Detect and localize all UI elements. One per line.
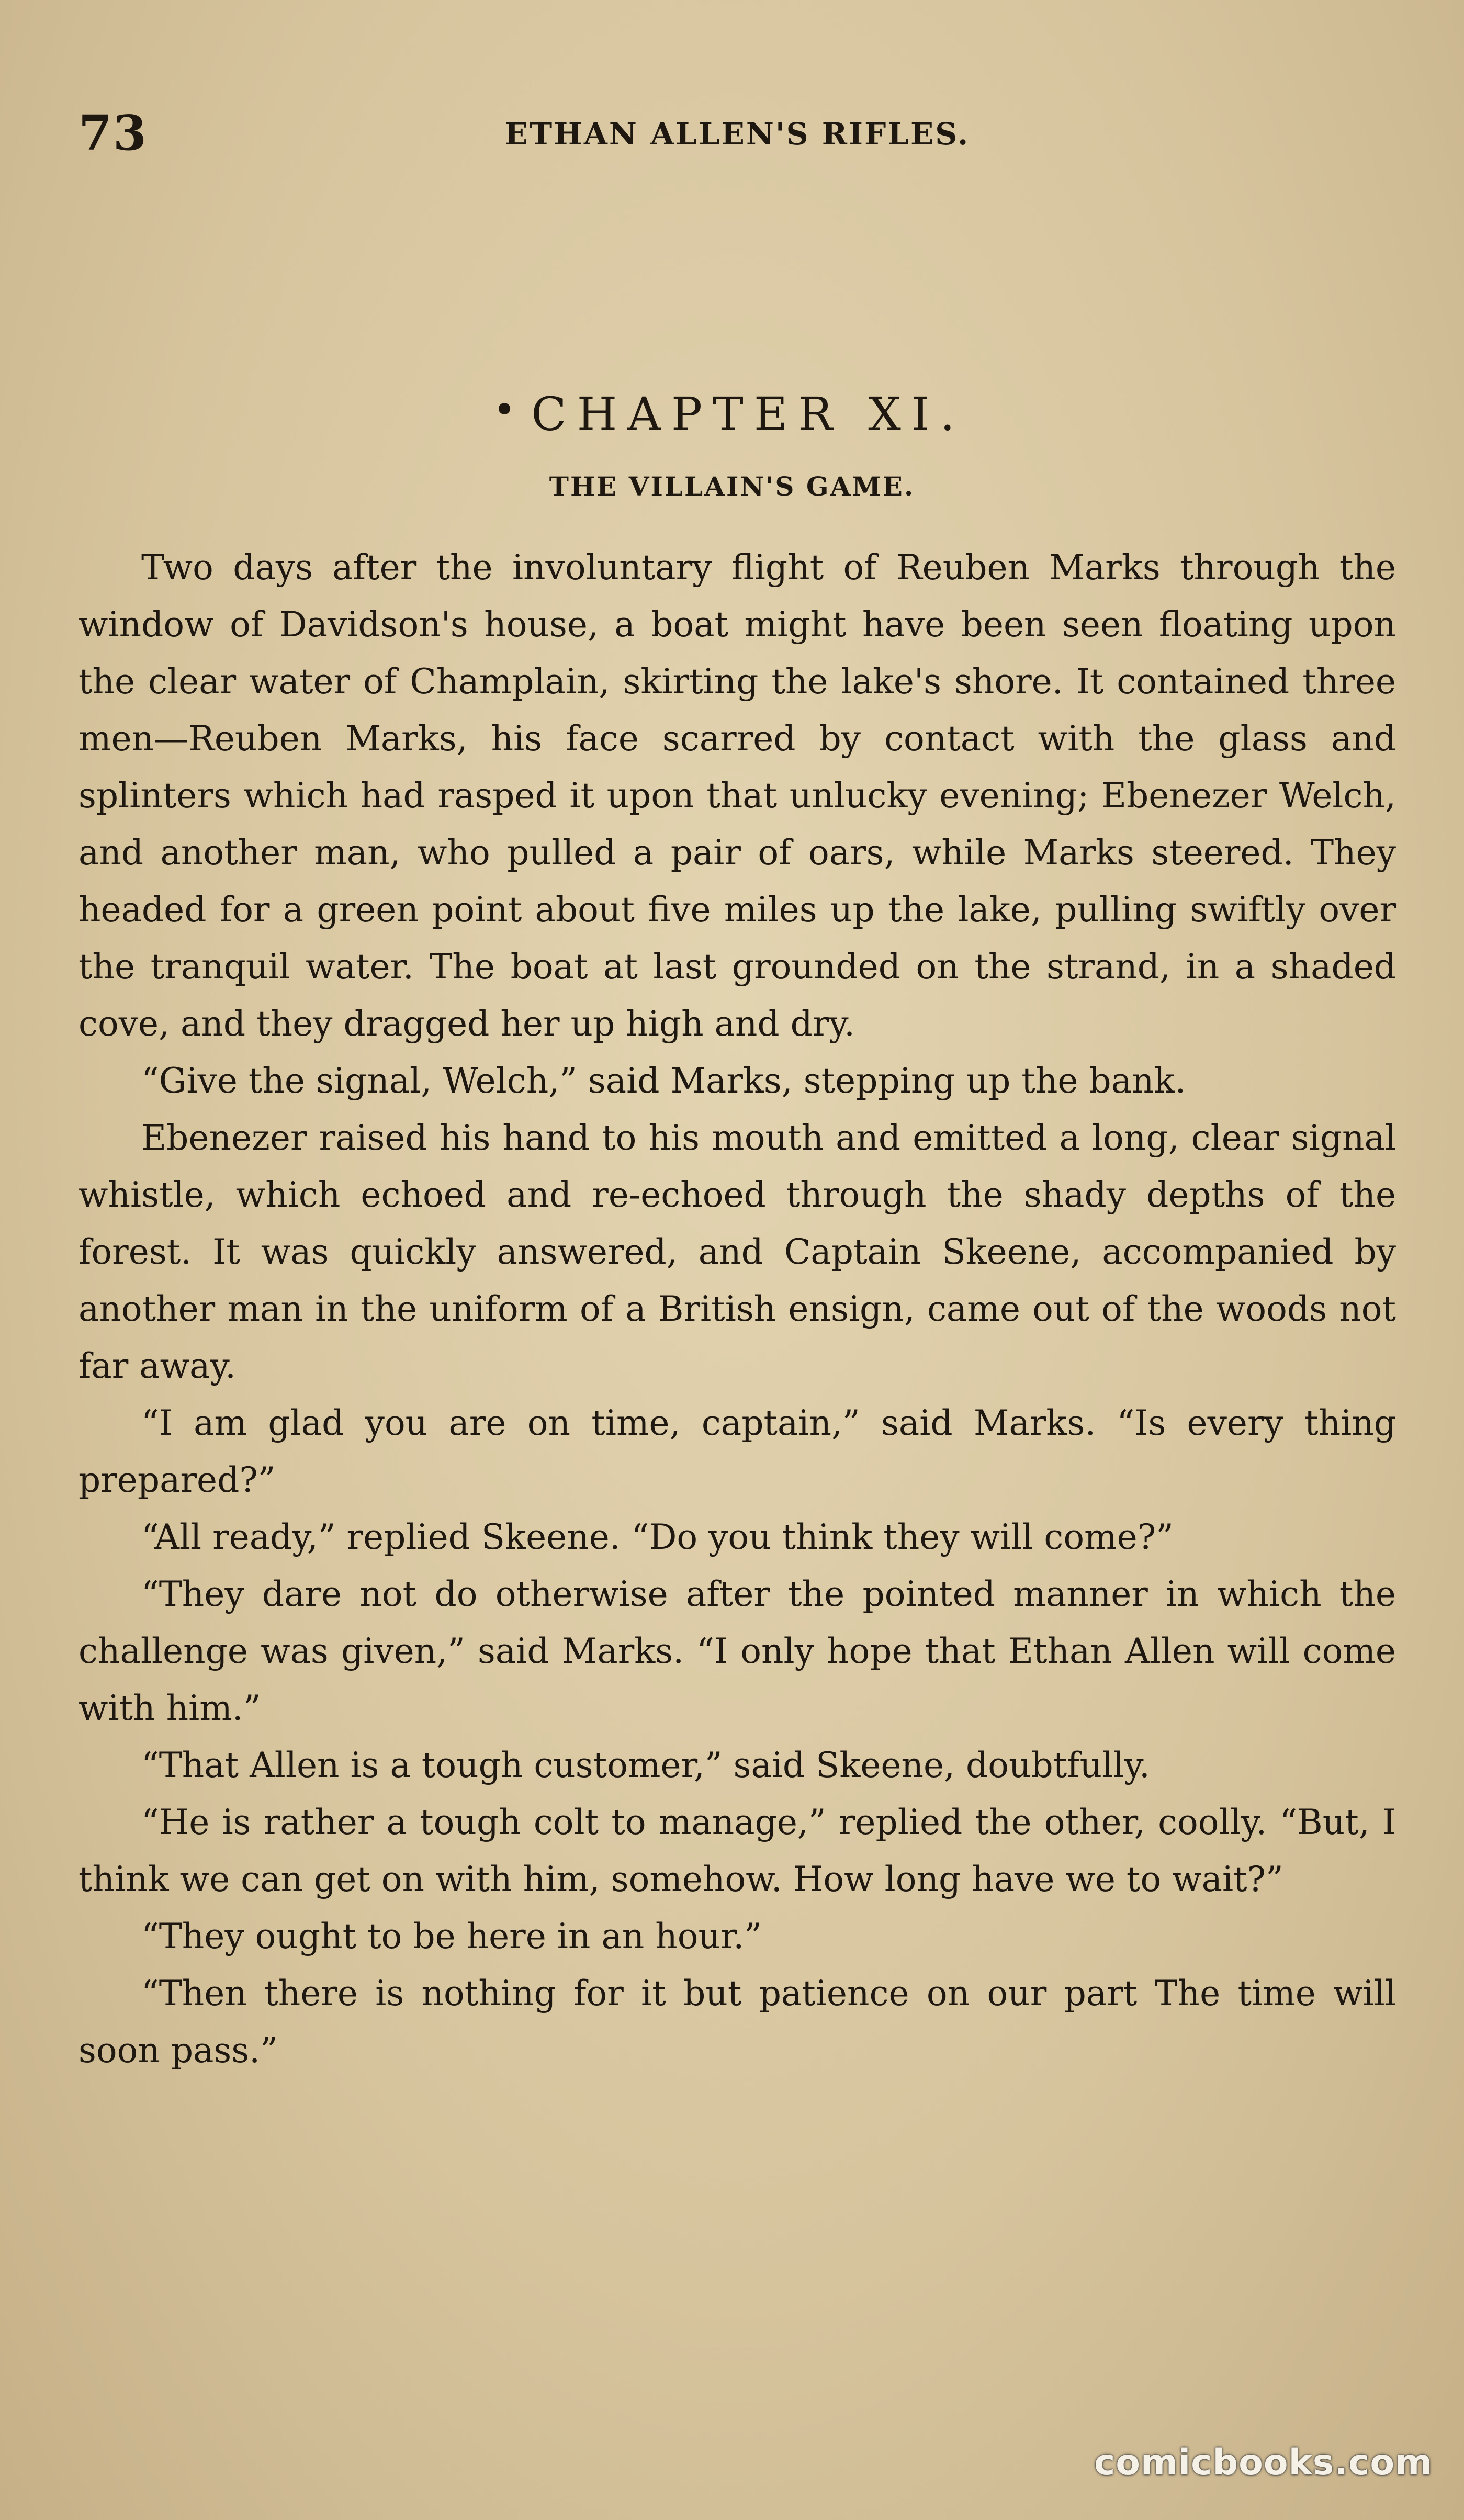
chapter-title bbox=[0, 387, 1464, 441]
paragraph: “Then there is nothing for it but patience on our part The time will soon pass.” bbox=[78, 1973, 1396, 2071]
bullet-ornament-icon bbox=[499, 403, 510, 414]
paragraph: “That Allen is a tough customer,” said Skeene, doubtfully. bbox=[141, 1745, 1150, 1785]
watermark: comicbooks.com bbox=[1094, 2442, 1433, 2483]
running-head: ETHAN ALLEN'S RIFLES. bbox=[504, 116, 970, 152]
paragraph: “All ready,” replied Skeene. “Do you think they will come?” bbox=[141, 1517, 1174, 1557]
page-header bbox=[78, 105, 1396, 162]
paragraph: Two days after the involuntary flight of Reuben Marks through the window of Davidson's house, a boat might have been seen floating upon the clear water of Champlain, skirting the lake's shore. It contained three men—Reuben Marks, his face scarred by contact with the glass and splinters which had rasped it upon that unlucky evening; Ebenezer Welch, and another man, who pulled a pair of oars, while Marks steered. They headed for a green point about five miles up the lake, pulling swiftly over the tranquil water. The boat at last grounded on the strand, in a shaded cove, and they dragged her up high and dry. bbox=[78, 547, 1396, 1044]
page-number: 73 bbox=[78, 105, 148, 161]
chapter-title-text: CHAPTER XI. bbox=[531, 387, 965, 441]
body-text bbox=[78, 539, 1396, 2079]
paragraph: “I am glad you are on time, captain,” said Marks. “Is every thing prepared?” bbox=[78, 1403, 1396, 1500]
paragraph: “He is rather a tough colt to manage,” replied the other, coolly. “But, I think we can get on with him, somehow. How long have we to wait?” bbox=[78, 1802, 1396, 1899]
paragraph: “They ought to be here in an hour.” bbox=[141, 1916, 762, 1956]
chapter-subtitle: THE VILLAIN'S GAME. bbox=[549, 471, 915, 502]
paragraph: “They dare not do otherwise after the pointed manner in which the challenge was given,” said Marks. “I only hope that Ethan Allen will come with him.” bbox=[78, 1574, 1396, 1728]
paragraph: Ebenezer raised his hand to his mouth and emitted a long, clear signal whistle, which echoed and re-echoed through the shady depths of the forest. It was quickly answered, and Captain Skeene, accompanied by another man in the uniform of a British ensign, came out of the woods not far away. bbox=[78, 1118, 1396, 1386]
paragraph: “Give the signal, Welch,” said Marks, stepping up the bank. bbox=[141, 1061, 1186, 1101]
